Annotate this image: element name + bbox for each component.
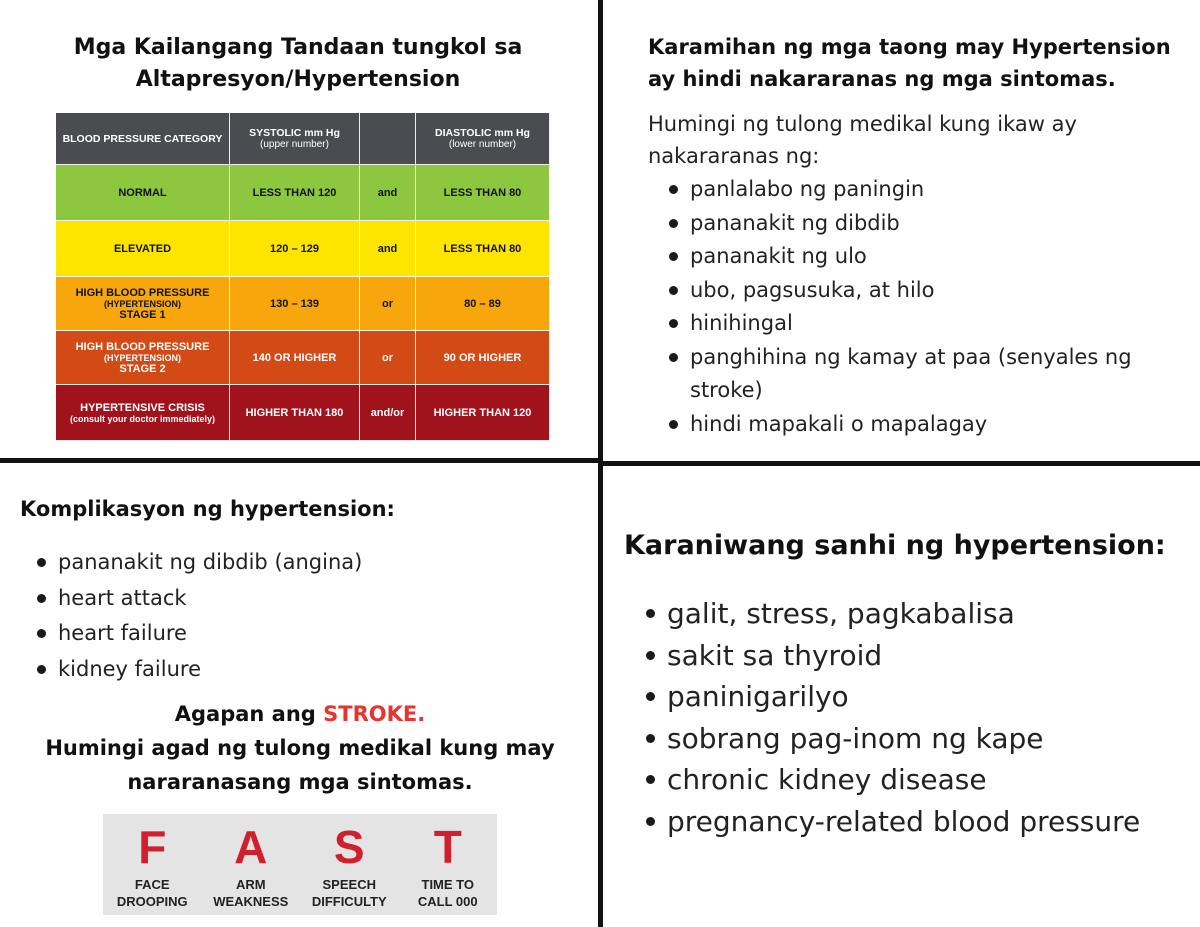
list-item: panghihina ng kamay at paa (senyales ng stroke) [666, 341, 1186, 408]
horizontal-divider-right [600, 461, 1200, 466]
fast-item-s [301, 814, 397, 915]
fast-letter: A [234, 821, 268, 873]
list-item: pananakit ng ulo [666, 240, 1186, 274]
fast-panel [103, 814, 497, 915]
fast-item-f [104, 814, 200, 915]
header-systolic: SYSTOLIC mm Hg (upper number) [230, 113, 360, 165]
list-item: kidney failure [34, 652, 574, 688]
list-item: ubo, pagsusuka, at hilo [666, 274, 1186, 308]
causes-list [643, 593, 1188, 843]
fast-letter: S [333, 821, 365, 873]
row-connector: or [360, 277, 416, 331]
row-connector: and [360, 165, 416, 221]
stroke-warning [20, 697, 580, 799]
row-diastolic: LESS THAN 80 [416, 221, 550, 277]
fast-label: SPEECH DIFFICULTY [311, 877, 387, 909]
list-item: pananakit ng dibdib [666, 207, 1186, 241]
row-connector: and/or [360, 385, 416, 441]
horizontal-divider-left [0, 458, 600, 463]
row-systolic: HIGHER THAN 180 [230, 385, 360, 441]
list-item: sakit sa thyroid [643, 635, 1188, 677]
list-item: chronic kidney disease [643, 759, 1188, 801]
symptoms-list [666, 173, 1186, 441]
stroke-advice: Humingi agad ng tulong medikal kung may nararanasang mga sintomas. [45, 736, 555, 794]
fast-item-t [400, 814, 496, 915]
symptoms-intro: Humingi ng tulong medikal kung ikaw ay nakararanas ng: [648, 112, 1077, 168]
row-category: HIGH BLOOD PRESSURE (HYPERTENSION) STAGE 1 [56, 277, 230, 331]
list-item: sobrang pag-inom ng kape [643, 718, 1188, 760]
complications-title: Komplikasyon ng hypertension: [20, 497, 395, 521]
list-item: pananakit ng dibdib (angina) [34, 545, 574, 581]
row-diastolic: LESS THAN 80 [416, 165, 550, 221]
row-category: HYPERTENSIVE CRISIS (consult your doctor immediately) [56, 385, 230, 441]
row-systolic: LESS THAN 120 [230, 165, 360, 221]
fast-letter: T [433, 821, 462, 873]
table-row [56, 331, 550, 385]
fast-letter: F [138, 821, 167, 873]
list-item: galit, stress, pagkabalisa [643, 593, 1188, 635]
list-item: hinihingal [666, 307, 1186, 341]
row-systolic: 120 – 129 [230, 221, 360, 277]
list-item: heart attack [34, 581, 574, 617]
stroke-prefix: Agapan ang [174, 702, 324, 726]
table-header-row [56, 113, 550, 165]
table-row [56, 221, 550, 277]
causes-title: Karaniwang sanhi ng hypertension: [624, 530, 1166, 561]
list-item: hindi mapakali o mapalagay [666, 408, 1186, 442]
table-row [56, 277, 550, 331]
row-category: ELEVATED [56, 221, 230, 277]
symptoms-title: Karamihan ng mga taong may Hypertension ay hindi nakararanas ng mga sintomas. [648, 35, 1171, 91]
row-connector: and [360, 221, 416, 277]
row-diastolic: HIGHER THAN 120 [416, 385, 550, 441]
fast-item-a [203, 814, 299, 915]
list-item: heart failure [34, 616, 574, 652]
complications-list [34, 545, 574, 687]
fast-label: FACE DROOPING [116, 877, 188, 909]
blood-pressure-table [55, 112, 550, 441]
row-category: HIGH BLOOD PRESSURE (HYPERTENSION) STAGE 2 [56, 331, 230, 385]
bp-section-title: Mga Kailangang Tandaan tungkol sa Altapresyon/Hypertension [73, 35, 523, 92]
stroke-word: STROKE. [323, 702, 426, 726]
list-item: panlalabo ng paningin [666, 173, 1186, 207]
header-category: BLOOD PRESSURE CATEGORY [56, 113, 230, 165]
row-connector: or [360, 331, 416, 385]
table-row [56, 165, 550, 221]
row-systolic: 140 OR HIGHER [230, 331, 360, 385]
row-category: NORMAL [56, 165, 230, 221]
fast-label: ARM WEAKNESS [213, 877, 289, 909]
header-blank [360, 113, 416, 165]
row-diastolic: 90 OR HIGHER [416, 331, 550, 385]
table-row [56, 385, 550, 441]
fast-label: TIME TO CALL 000 [417, 877, 478, 909]
row-diastolic: 80 – 89 [416, 277, 550, 331]
list-item: paninigarilyo [643, 676, 1188, 718]
row-systolic: 130 – 139 [230, 277, 360, 331]
header-diastolic: DIASTOLIC mm Hg (lower number) [416, 113, 550, 165]
list-item: pregnancy-related blood pressure [643, 801, 1188, 843]
